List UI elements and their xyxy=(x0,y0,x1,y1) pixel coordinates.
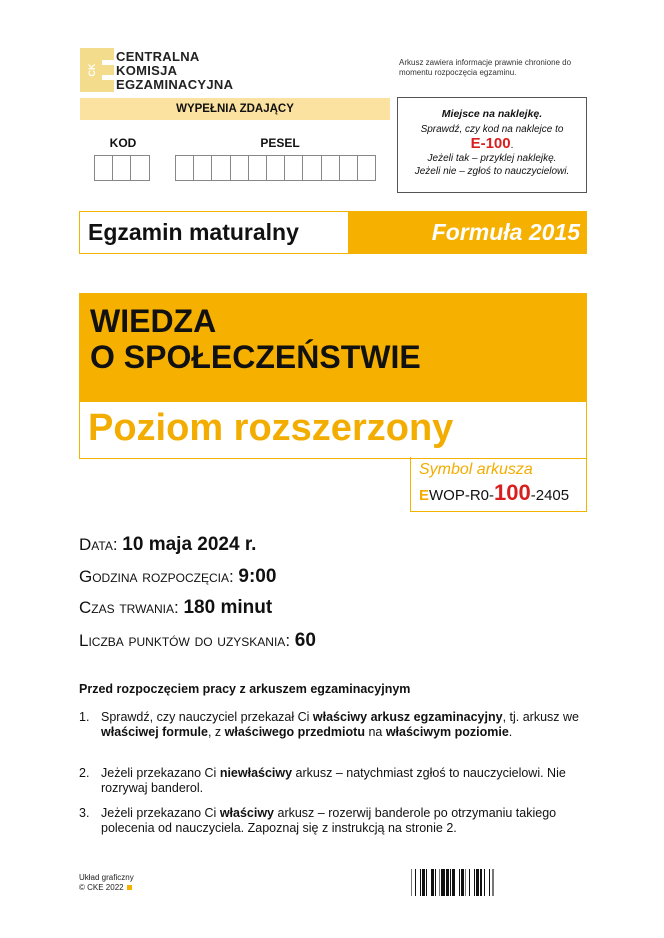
symbol-prefix: WOP-R0- xyxy=(429,487,495,504)
instruction-item xyxy=(79,806,599,836)
detail-label: Godzina rozpoczęcia xyxy=(79,567,229,586)
instructions-title: Przed rozpoczęciem pracy z arkuszem egzaminacyjnym xyxy=(79,682,411,696)
instruction-item xyxy=(79,766,599,796)
detail-label: Czas trwania xyxy=(79,598,175,617)
kod-label: KOD xyxy=(109,136,137,150)
exam-type-banner xyxy=(79,211,587,254)
pesel-digit-box[interactable] xyxy=(266,155,285,181)
cke-logo-text xyxy=(116,50,233,92)
sticker-code-suffix: . xyxy=(510,140,514,151)
exam-formula: Formuła 2015 xyxy=(348,212,586,253)
subject-banner xyxy=(79,293,587,459)
sheet-symbol-box xyxy=(410,457,587,512)
logo-ck-text: CK xyxy=(87,63,97,77)
cke-square-icon xyxy=(127,885,132,890)
subject-level: Poziom rozszerzony xyxy=(80,401,586,458)
pesel-digit-box[interactable] xyxy=(230,155,249,181)
sheet-symbol-label: Symbol arkusza xyxy=(419,461,533,478)
exam-duration: Czas trwania: 180 minut xyxy=(79,597,273,618)
sticker-yes-text: Jeżeli tak – przyklej naklejkę. xyxy=(427,153,557,164)
symbol-prefix-e: E xyxy=(419,487,430,504)
logo-line: KOMISJA xyxy=(116,63,178,78)
detail-value: 180 minut xyxy=(183,597,273,618)
logo-line: EGZAMINACYJNA xyxy=(116,77,234,92)
detail-value: 9:00 xyxy=(238,566,277,587)
pesel-digit-box[interactable] xyxy=(175,155,194,181)
pesel-digit-box[interactable] xyxy=(339,155,358,181)
exam-type: Egzamin maturalny xyxy=(80,212,348,253)
detail-value: 60 xyxy=(294,630,316,651)
kod-input-group xyxy=(94,155,149,181)
kod-digit-box[interactable] xyxy=(94,155,113,181)
instruction-text: Jeżeli przekazano Ci właściwy arkusz – rozerwij banderole po otrzymaniu takiego polecenia od nauczyciela. Zapoznaj się z instrukcją na stronie 2. xyxy=(101,806,557,835)
pesel-label: PESEL xyxy=(260,136,300,150)
exam-max-points: Liczba punktów do uzyskania: 60 xyxy=(79,630,316,651)
instruction-text: Sprawdź, czy nauczyciel przekazał Ci właściwy arkusz egzaminacyjny, tj. arkusz we właściwej formule, z właściwego przedmiotu na właściwym poziomie. xyxy=(101,710,579,739)
barcode-bar xyxy=(494,869,495,896)
pesel-input-group xyxy=(175,155,375,181)
barcode xyxy=(411,869,573,896)
pesel-digit-box[interactable] xyxy=(193,155,212,181)
cke-logo-mark xyxy=(80,48,114,92)
legal-note: Arkusz zawiera informacje prawnie chronione do momentu rozpoczęcia egzaminu. xyxy=(399,58,572,77)
subject-title xyxy=(80,294,586,401)
instruction-number: 3. xyxy=(79,806,90,820)
footer-copyright xyxy=(79,873,134,893)
exam-start-time: Godzina rozpoczęcia: 9:00 xyxy=(79,566,277,587)
sticker-code: E-100 xyxy=(470,135,511,152)
instruction-number: 1. xyxy=(79,710,90,724)
exam-date: Data: 10 maja 2024 r. xyxy=(79,534,257,555)
pesel-digit-box[interactable] xyxy=(284,155,303,181)
sheet-symbol-code xyxy=(419,480,586,509)
subject-line: O SPOŁECZEŃSTWIE xyxy=(90,339,421,375)
instruction-number: 2. xyxy=(79,766,90,780)
footer-line: © CKE 2022 xyxy=(79,883,124,892)
pesel-digit-box[interactable] xyxy=(357,155,376,181)
symbol-suffix: -2405 xyxy=(530,487,570,504)
symbol-number: 100 xyxy=(494,480,531,505)
pesel-digit-box[interactable] xyxy=(248,155,267,181)
kod-digit-box[interactable] xyxy=(130,155,149,181)
pesel-digit-box[interactable] xyxy=(211,155,230,181)
pesel-digit-box[interactable] xyxy=(321,155,340,181)
logo-line: CENTRALNA xyxy=(116,49,200,64)
footer-line: Układ graficzny xyxy=(79,873,134,882)
instruction-text: Jeżeli przekazano Ci niewłaściwy arkusz – natychmiast zgłoś to nauczycielowi. Nie rozrywaj banderol. xyxy=(101,766,566,795)
sticker-placeholder xyxy=(397,97,587,193)
instruction-item xyxy=(79,710,599,740)
sticker-title: Miejsce na naklejkę. xyxy=(441,108,543,120)
sticker-check-text: Sprawdź, czy kod na naklejce to xyxy=(420,124,564,135)
subject-line: WIEDZA xyxy=(90,303,217,339)
detail-value: 10 maja 2024 r. xyxy=(122,534,257,555)
kod-digit-box[interactable] xyxy=(112,155,131,181)
fill-by-candidate-band: WYPEŁNIA ZDAJĄCY xyxy=(80,98,390,120)
pesel-digit-box[interactable] xyxy=(302,155,321,181)
detail-label: Data xyxy=(79,535,113,554)
sticker-no-text: Jeżeli nie – zgłoś to nauczycielowi. xyxy=(414,166,570,177)
detail-label: Liczba punktów do uzyskania xyxy=(79,631,286,650)
